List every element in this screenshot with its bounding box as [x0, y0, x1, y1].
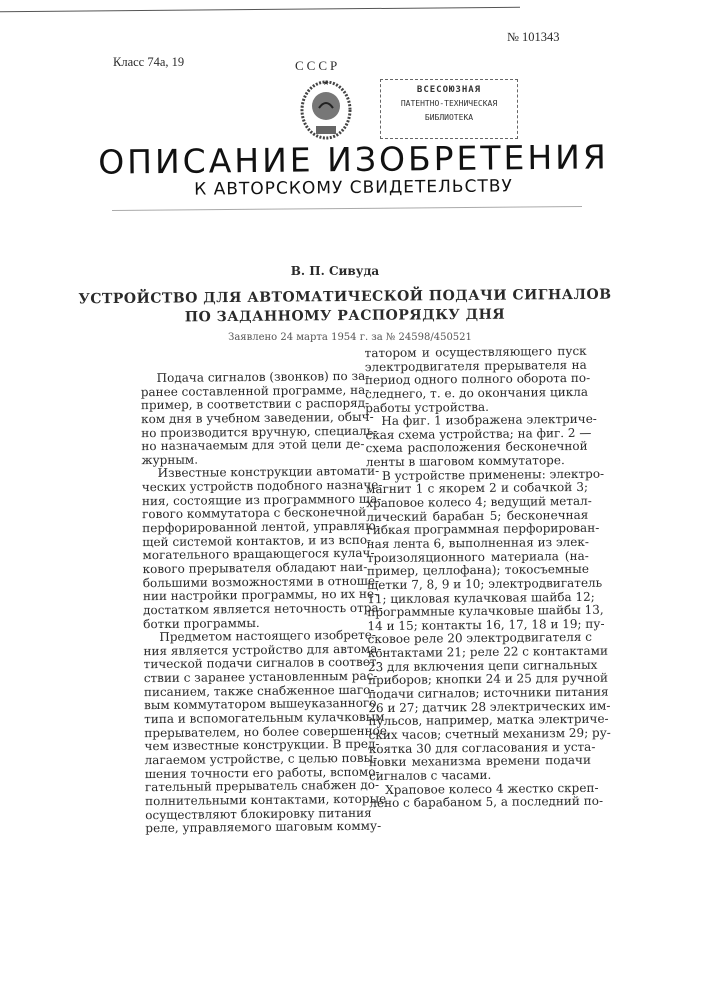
patent-number: № 101343	[507, 30, 560, 45]
left-text-column	[141, 370, 369, 836]
top-rule	[0, 7, 520, 13]
text-line: ская схема устройства; на фиг. 2 —	[365, 427, 587, 443]
text-line: период одного полного оборота по-	[365, 372, 587, 388]
text-line: журным.	[141, 452, 364, 468]
stamp-line: ПАТЕНТНО-ТЕХНИЧЕСКАЯ	[381, 97, 517, 111]
text-line: Известные конструкции автомати-	[142, 465, 365, 481]
text-line: сковое реле 20 электродвигателя с	[368, 631, 590, 647]
text-line: ленты в шаговом коммутаторе.	[366, 454, 588, 470]
text-line: типа и вспомогательным кулачковым	[144, 711, 367, 727]
text-line: коятка 30 для согласования и уста-	[369, 740, 591, 756]
text-line: Храповое колесо 4 жестко скреп-	[369, 781, 591, 797]
text-line: достатком является неточность отра-	[143, 602, 366, 618]
text-line: гового коммутатора с бесконечной	[142, 506, 365, 522]
text-line: сигналов с часами.	[369, 768, 591, 784]
text-line: На фиг. 1 изображена электриче-	[365, 413, 587, 429]
text-line: приборов; кнопки 24 и 25 для ручной	[368, 672, 590, 688]
text-line: но производится вручную, специаль-	[141, 424, 364, 440]
text-line: лический барабан 5; бесконечная	[366, 509, 588, 525]
text-line: гательный прерыватель снабжен до-	[145, 779, 368, 795]
text-line: ком дня в учебном заведении, обыч-	[141, 411, 364, 427]
text-line: перфорированной лентой, управляю-	[142, 520, 365, 536]
text-line: Подача сигналов (звонков) по за-	[141, 370, 364, 386]
text-line: новки механизма времени подачи	[369, 754, 591, 770]
text-line: схема расположения бесконечной	[366, 440, 588, 456]
text-line: могательного вращающегося кулач-	[142, 547, 365, 563]
text-line: большими возможностями в отноше-	[143, 574, 366, 590]
text-line: реле, управляемого шаговым комму-	[145, 820, 368, 836]
text-line: кового прерывателя обладают наи-	[143, 561, 366, 577]
right-text-column	[365, 345, 592, 811]
text-line: 23 для включения цепи сигнальных	[368, 659, 590, 675]
document-title: ОПИСАНИЕ ИЗОБРЕТЕНИЯ	[0, 136, 707, 182]
text-line: вым коммутатором вышеуказанного	[144, 697, 367, 713]
text-line: 14 и 15; контакты 16, 17, 18 и 19; пу-	[367, 618, 589, 634]
text-line: пример, в соответствии с распоряд-	[141, 397, 364, 413]
document-subtitle: К АВТОРСКОМУ СВИДЕТЕЛЬСТВУ	[0, 174, 707, 201]
text-line: ранее составленной программе, на-	[141, 383, 364, 399]
text-line: магнит 1 с якорем 2 и собачкой 3;	[366, 481, 588, 497]
invention-title-line: ПО ЗАДАННОМУ РАСПОРЯДКУ ДНЯ	[0, 305, 690, 327]
text-line: программные кулачковые шайбы 13,	[367, 604, 589, 620]
text-line: Предметом настоящего изобрете-	[143, 629, 366, 645]
text-line: работы устройства.	[365, 399, 587, 415]
text-line: нии настройки программы, но их не-	[143, 588, 366, 604]
state-emblem-icon	[299, 78, 353, 142]
text-line: ния, состоящие из программного ша-	[142, 493, 365, 509]
class-label: Класс 74а, 19	[113, 55, 184, 70]
text-line: ботки программы.	[143, 615, 366, 631]
text-line: писанием, также снабженное шаго-	[144, 684, 367, 700]
text-line: следнего, т. е. до окончания цикла	[365, 386, 587, 402]
author: В. П. Сивуда	[0, 264, 670, 278]
text-line: контактами 21; реле 22 с контактами	[368, 645, 590, 661]
stamp-line: БИБЛИОТЕКА	[381, 111, 517, 125]
text-line: храповое колесо 4; ведущий метал-	[366, 495, 588, 511]
text-line: ная лента 6, выполненная из элек-	[367, 536, 589, 552]
text-line: лено с барабаном 5, а последний по-	[369, 795, 591, 811]
text-line: осуществляют блокировку питания	[145, 806, 368, 822]
text-line: В устройстве применены: электро-	[366, 468, 588, 484]
text-line: 11; цикловая кулачковая шайба 12;	[367, 590, 589, 606]
text-line: татором и осуществляющего пуск	[365, 345, 587, 361]
text-line: подачи сигналов; источники питания	[368, 686, 590, 702]
text-line: ствии с заранее установленным рас-	[144, 670, 367, 686]
invention-title-line: УСТРОЙСТВО ДЛЯ АВТОМАТИЧЕСКОЙ ПОДАЧИ СИГНАЛОВ	[0, 286, 690, 308]
text-line: полнительными контактами, которые	[145, 793, 368, 809]
text-line: электродвигателя прерывателя на	[365, 358, 587, 374]
stamp-line: ВСЕСОЮЗНАЯ	[381, 83, 517, 97]
text-line: гибкая программная перфорирован-	[366, 522, 588, 538]
text-line: лагаемом устройстве, с целью повы-	[145, 752, 368, 768]
text-line: но назначаемым для этой цели де-	[141, 438, 364, 454]
text-line: ческих устройств подобного назначе-	[142, 479, 365, 495]
country-label: СССР	[295, 58, 340, 74]
text-line: пульсов, например, матка электриче-	[368, 713, 590, 729]
text-line: ния является устройство для автома-	[143, 643, 366, 659]
text-line: шения точности его работы, вспомо-	[145, 765, 368, 781]
filing-date: Заявлено 24 марта 1954 г. за № 24598/450521	[0, 332, 700, 343]
text-line: прерывателем, но более совершенное,	[144, 724, 367, 740]
text-line: тической подачи сигналов в соответ-	[144, 656, 367, 672]
text-line: пример, целлофана); токосъемные	[367, 563, 589, 579]
text-line: троизоляционного материала (на-	[367, 549, 589, 565]
text-line: щетки 7, 8, 9 и 10; электродвигатель	[367, 577, 589, 593]
title-rule	[112, 206, 582, 211]
library-stamp	[380, 79, 518, 139]
text-line: ских часов; счетный механизм 29; ру-	[369, 727, 591, 743]
text-line: чем известные конструкции. В пред-	[144, 738, 367, 754]
text-line: щей системой контактов, и из вспо-	[142, 534, 365, 550]
text-line: 26 и 27; датчик 28 электрических им-	[368, 699, 590, 715]
